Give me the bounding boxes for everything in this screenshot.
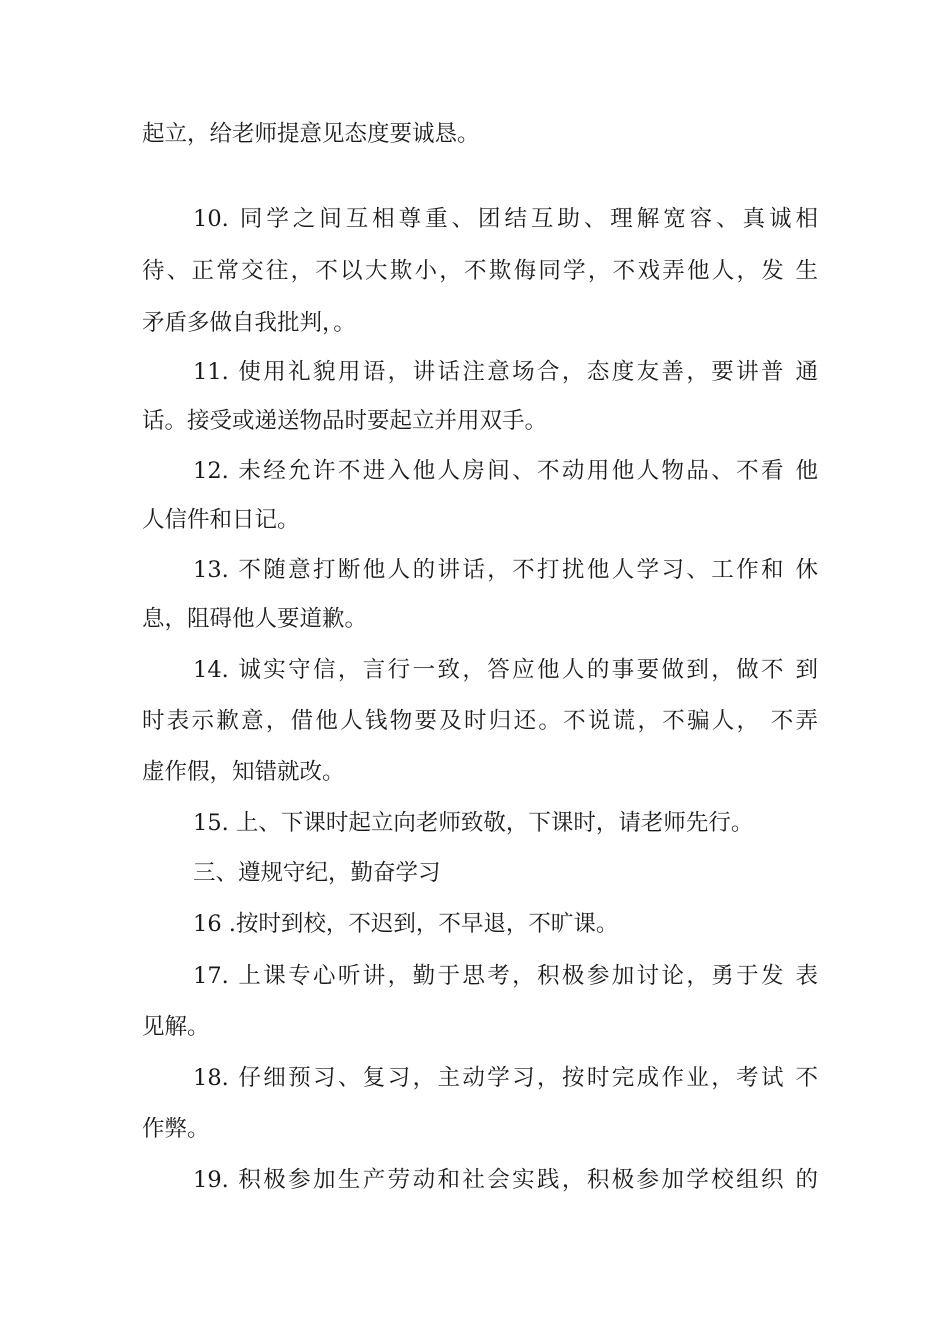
item-11-line-1: 11. 使用礼貌用语，讲话注意场合，态度友善，要讲普 通 bbox=[193, 359, 818, 385]
item-19-line-1: 19. 积极参加生产劳动和社会实践，积极参加学校组织 的 bbox=[193, 1167, 818, 1193]
item-10-line-1: 10. 同学之间互相尊重、团结互助、理解宽容、真诚相 bbox=[193, 206, 818, 232]
item-11-line-2: 话。接受或递送物品时要起立并用双手。 bbox=[142, 408, 548, 434]
item-12-line-2: 人信件和日记。 bbox=[142, 507, 300, 533]
item-13-line-1: 13. 不随意打断他人的讲话，不打扰他人学习、工作和 休 bbox=[193, 557, 818, 583]
item-14-line-2: 时表示歉意，借他人钱物要及时归还。不说谎，不骗人， 不弄 bbox=[142, 708, 818, 734]
item-14-line-1: 14. 诚实守信，言行一致，答应他人的事要做到，做不 到 bbox=[193, 657, 818, 683]
item-13-line-2: 息，阻碍他人要道歉。 bbox=[142, 606, 368, 632]
item-10-line-2: 待、正常交往，不以大欺小，不欺侮同学，不戏弄他人，发 生 bbox=[142, 258, 818, 284]
item-17-line-1: 17. 上课专心听讲，勤于思考，积极参加讨论，勇于发 表 bbox=[193, 963, 818, 989]
item-17-line-2: 见解。 bbox=[142, 1014, 210, 1040]
paragraph-line: 起立，给老师提意见态度要诚恳。 bbox=[142, 121, 480, 147]
item-10-line-3: 矛盾多做自我批判，。 bbox=[142, 310, 356, 336]
item-18-line-1: 18. 仔细预习、复习，主动学习，按时完成作业，考试 不 bbox=[193, 1065, 818, 1091]
item-14-line-3: 虚作假，知错就改。 bbox=[142, 759, 345, 785]
section-heading: 三、遵规守纪，勤奋学习 bbox=[193, 860, 441, 886]
item-16-line-1: 16 .按时到校，不迟到，不早退，不旷课。 bbox=[193, 911, 619, 937]
item-12-line-1: 12. 未经允许不进入他人房间、不动用他人物品、不看 他 bbox=[193, 458, 818, 484]
item-18-line-2: 作弊。 bbox=[142, 1116, 210, 1142]
item-15-line-1: 15. 上、下课时起立向老师致敬，下课时，请老师先行。 bbox=[193, 810, 754, 836]
